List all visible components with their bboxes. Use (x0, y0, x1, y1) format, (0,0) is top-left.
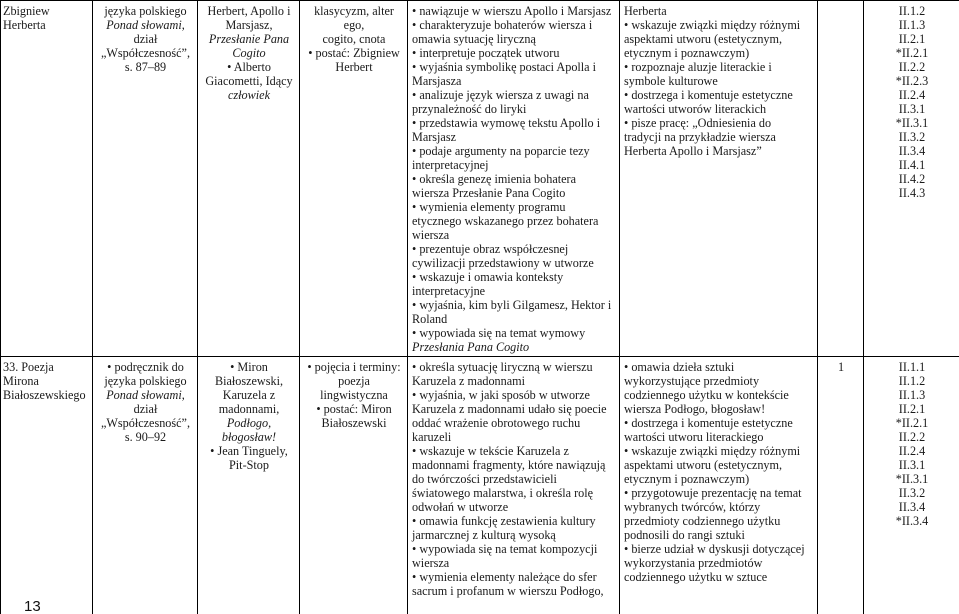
text-line: odwołań w utworze (412, 500, 509, 514)
text-line: Karuzela z madonnami udało się poecie (412, 402, 607, 416)
standard-code: II.2.4 (898, 444, 926, 458)
text-line: Roland (412, 312, 448, 326)
text-line: interpretacyjne (412, 284, 486, 298)
text-line: Karuzela z (222, 388, 276, 402)
standard-code: II.1.3 (898, 388, 926, 402)
textbook-cell (93, 357, 198, 614)
text-line: człowiek (228, 88, 270, 102)
bullet-item: • rozpoznaje aluzje literackie i (624, 60, 814, 74)
topic-line: 33. Poezja (3, 360, 54, 374)
bullet-item: • omawia funkcję zestawienia kultury (412, 514, 616, 528)
bullet-item: • wymienia elementy programu (412, 200, 616, 214)
hours-cell (818, 357, 864, 614)
textbook-cell (93, 1, 198, 357)
text-line: światowego malarstwa, i określa rolę (412, 486, 594, 500)
standard-code: *II.2.3 (895, 74, 929, 88)
text-line: wykorzystujące przedmioty (624, 374, 760, 388)
bullet-item: • dostrzega i komentuje estetyczne (624, 88, 814, 102)
bullet-item: • nawiązuje w wierszu Apollo i Marsjasz (412, 4, 616, 18)
bullet-item: • wyjaśnia, kim byli Gilgamesz, Hektor i (412, 298, 616, 312)
bullet-item: • wskazuje związki między różnymi (624, 18, 814, 32)
bullet-item: • pojęcia i terminy: (304, 360, 404, 374)
text-line: wiersza Podłogo, błogosław! (624, 402, 766, 416)
standard-code: II.3.2 (898, 486, 926, 500)
text-line: jarmarcznej z kulturą wysoką (412, 528, 556, 542)
text-line: dział (133, 32, 158, 46)
text-line: etycznego wskazanego przez bohatera (412, 214, 599, 228)
text-line: języka polskiego (104, 4, 187, 18)
bullet-item: • bierze udział w dyskusji dotyczącej (624, 542, 814, 556)
basic-requirements-cell (408, 357, 620, 614)
text-line: Pit-Stop (229, 458, 269, 472)
bullet-item: • wymienia elementy należące do sfer (412, 570, 616, 584)
bullet-item: • przygotowuje prezentację na temat (624, 486, 814, 500)
standard-code: II.3.4 (898, 144, 926, 158)
text-line: tradycji na przykładzie wiersza (624, 130, 776, 144)
text-line: Ponad słowami, (106, 388, 185, 402)
text-line: sacrum i profanum w wierszu Podłogo, (412, 584, 604, 598)
standard-code: II.3.2 (898, 130, 926, 144)
bullet-item: • Miron (202, 360, 296, 374)
texts-cell (198, 1, 300, 357)
extended-requirements-cell (620, 1, 818, 357)
table-row (1, 1, 959, 357)
text-line: Marsjasz, (225, 18, 273, 32)
text-line: s. 90–92 (124, 430, 167, 444)
text-line: madonnami fragmenty, które nawiązują (412, 458, 606, 472)
text-line: wartości utworów literackich (624, 102, 767, 116)
bullet-item: • omawia dzieła sztuki (624, 360, 814, 374)
page-number: 13 (24, 598, 41, 614)
text-line: Przesłanie Pana (208, 32, 290, 46)
standard-code: *II.3.4 (895, 514, 929, 528)
text-line: interpretacyjnej (412, 158, 489, 172)
standard-code: II.1.2 (898, 374, 926, 388)
text-line: Giacometti, Idący (205, 74, 293, 88)
text-line: Marsjasz (412, 130, 456, 144)
topic-line: Zbigniew (3, 4, 50, 18)
bullet-item: • analizuje język wiersza z uwagi na (412, 88, 616, 102)
bullet-item: • pisze pracę: „Odniesienia do (624, 116, 814, 130)
text-line: dział (133, 402, 158, 416)
bullet-item: • postać: Miron (304, 402, 404, 416)
text-line: cywilizacji przedstawiony w utworze (412, 256, 594, 270)
text-line: wykorzystania przedmiotów (624, 556, 763, 570)
bullet-item: • przedstawia wymowę tekstu Apollo i (412, 116, 616, 130)
hours-value: 1 (837, 360, 845, 374)
standards-cell (864, 1, 959, 357)
bullet-item: • wskazuje i omawia konteksty (412, 270, 616, 284)
text-line: oddać wrażenie obrotowego ruchu (412, 416, 581, 430)
text-line: etycznym i poznawczym) (624, 472, 750, 486)
bullet-item: • wskazuje związki między różnymi (624, 444, 814, 458)
standards-cell (864, 357, 959, 614)
text-line: „Współczesność”, (101, 46, 190, 60)
text-line: cogito, cnota (322, 32, 386, 46)
text-line: wiersza (412, 228, 450, 242)
text-line: codziennego użytku w kontekście (624, 388, 789, 402)
text-line: przynależność do liryki (412, 102, 527, 116)
terms-cell (300, 1, 408, 357)
bullet-item: • wyjaśnia symbolikę postaci Apolla i (412, 60, 616, 74)
text-line: symbole kulturowe (624, 74, 718, 88)
text-line: s. 87–89 (124, 60, 167, 74)
text-line: Marsjasza (412, 74, 462, 88)
standard-code: II.4.2 (898, 172, 926, 186)
standard-code: *II.2.1 (895, 46, 929, 60)
text-line: Białoszewski (321, 416, 387, 430)
text-line: Przesłania Pana Cogito (412, 340, 530, 354)
text-line: poezja lingwistyczna (320, 374, 388, 402)
text-line: błogosław! (221, 430, 277, 444)
bullet-item: • podaje argumenty na poparcie tezy (412, 144, 616, 158)
standard-code: II.3.4 (898, 500, 926, 514)
standard-code: II.3.1 (898, 102, 926, 116)
extended-requirements-cell (620, 357, 818, 614)
topic-line: Mirona (3, 374, 39, 388)
standard-code: II.2.4 (898, 88, 926, 102)
hours-cell (818, 1, 864, 357)
text-line: karuzeli (412, 430, 452, 444)
bullet-item: • Jean Tinguely, (202, 444, 296, 458)
standard-code: II.2.2 (898, 60, 926, 74)
bullet-item: • podręcznik do (97, 360, 194, 374)
text-line: „Współczesność”, (101, 416, 190, 430)
bullet-item: • wypowiada się na temat wymowy (412, 326, 616, 340)
text-line: do twórczości przedstawicieli (412, 472, 557, 486)
bullet-item: • dostrzega i komentuje estetyczne (624, 416, 814, 430)
bullet-item: • określa genezę imienia bohatera (412, 172, 616, 186)
text-line: Cogito (232, 46, 266, 60)
table-row (1, 357, 959, 614)
text-line: klasycyzm, alter ego, (314, 4, 394, 32)
lesson-topic-cell (1, 1, 93, 357)
bullet-item: • Alberto (202, 60, 296, 74)
text-line: Herberta Apollo i Marsjasz” (624, 144, 762, 158)
text-line: Białoszewski, (214, 374, 284, 388)
text-line: omawia sytuację liryczną (412, 32, 536, 46)
text-line: codziennego użytku w sztuce (624, 570, 768, 584)
bullet-item: • wypowiada się na temat kompozycji (412, 542, 616, 556)
topic-line: Białoszewskiego (3, 388, 86, 402)
text-line: madonnami, (218, 402, 280, 416)
bullet-item: • postać: Zbigniew (304, 46, 404, 60)
standard-code: II.2.2 (898, 430, 926, 444)
bullet-item: • wskazuje w tekście Karuzela z (412, 444, 616, 458)
text-line: wartości utworu literackiego (624, 430, 764, 444)
text-line: wybranych twórców, którzy (624, 500, 761, 514)
text-line: Herbert, Apollo i (207, 4, 291, 18)
standard-code: II.2.1 (898, 402, 926, 416)
text-line: aspektami utworu (estetycznym, (624, 458, 783, 472)
text-line: wiersza (412, 556, 450, 570)
topic-line: Herberta (3, 18, 46, 32)
standard-code: *II.3.1 (895, 116, 929, 130)
text-line: przedmioty codziennego użytku (624, 514, 781, 528)
bullet-item: • określa sytuację liryczną w wierszu (412, 360, 616, 374)
standard-code: *II.3.1 (895, 472, 929, 486)
text-line: Herberta (624, 4, 667, 18)
bullet-item: • interpretuje początek utworu (412, 46, 616, 60)
basic-requirements-cell (408, 1, 620, 357)
standard-code: II.4.3 (898, 186, 926, 200)
text-line: aspektami utworu (estetycznym, (624, 32, 783, 46)
text-line: Karuzela z madonnami (412, 374, 526, 388)
terms-cell (300, 357, 408, 614)
standard-code: II.1.2 (898, 4, 926, 18)
text-line: Podłogo, (226, 416, 272, 430)
standard-code: II.1.3 (898, 18, 926, 32)
standard-code: II.3.1 (898, 458, 926, 472)
text-line: Ponad słowami, (106, 18, 185, 32)
text-line: języka polskiego (104, 374, 187, 388)
texts-cell (198, 357, 300, 614)
standard-code: II.2.1 (898, 32, 926, 46)
bullet-item: • wyjaśnia, w jaki sposób w utworze (412, 388, 616, 402)
text-line: podnosili do rangi sztuki (624, 528, 745, 542)
bullet-item: • prezentuje obraz współczesnej (412, 242, 616, 256)
text-line: Herbert (335, 60, 373, 74)
lesson-topic-cell (1, 357, 93, 614)
standard-code: *II.2.1 (895, 416, 929, 430)
text-line: wiersza Przesłanie Pana Cogito (412, 186, 566, 200)
bullet-item: • charakteryzuje bohaterów wiersza i (412, 18, 616, 32)
standard-code: II.4.1 (898, 158, 926, 172)
standard-code: II.1.1 (898, 360, 926, 374)
text-line: etycznym i poznawczym) (624, 46, 750, 60)
